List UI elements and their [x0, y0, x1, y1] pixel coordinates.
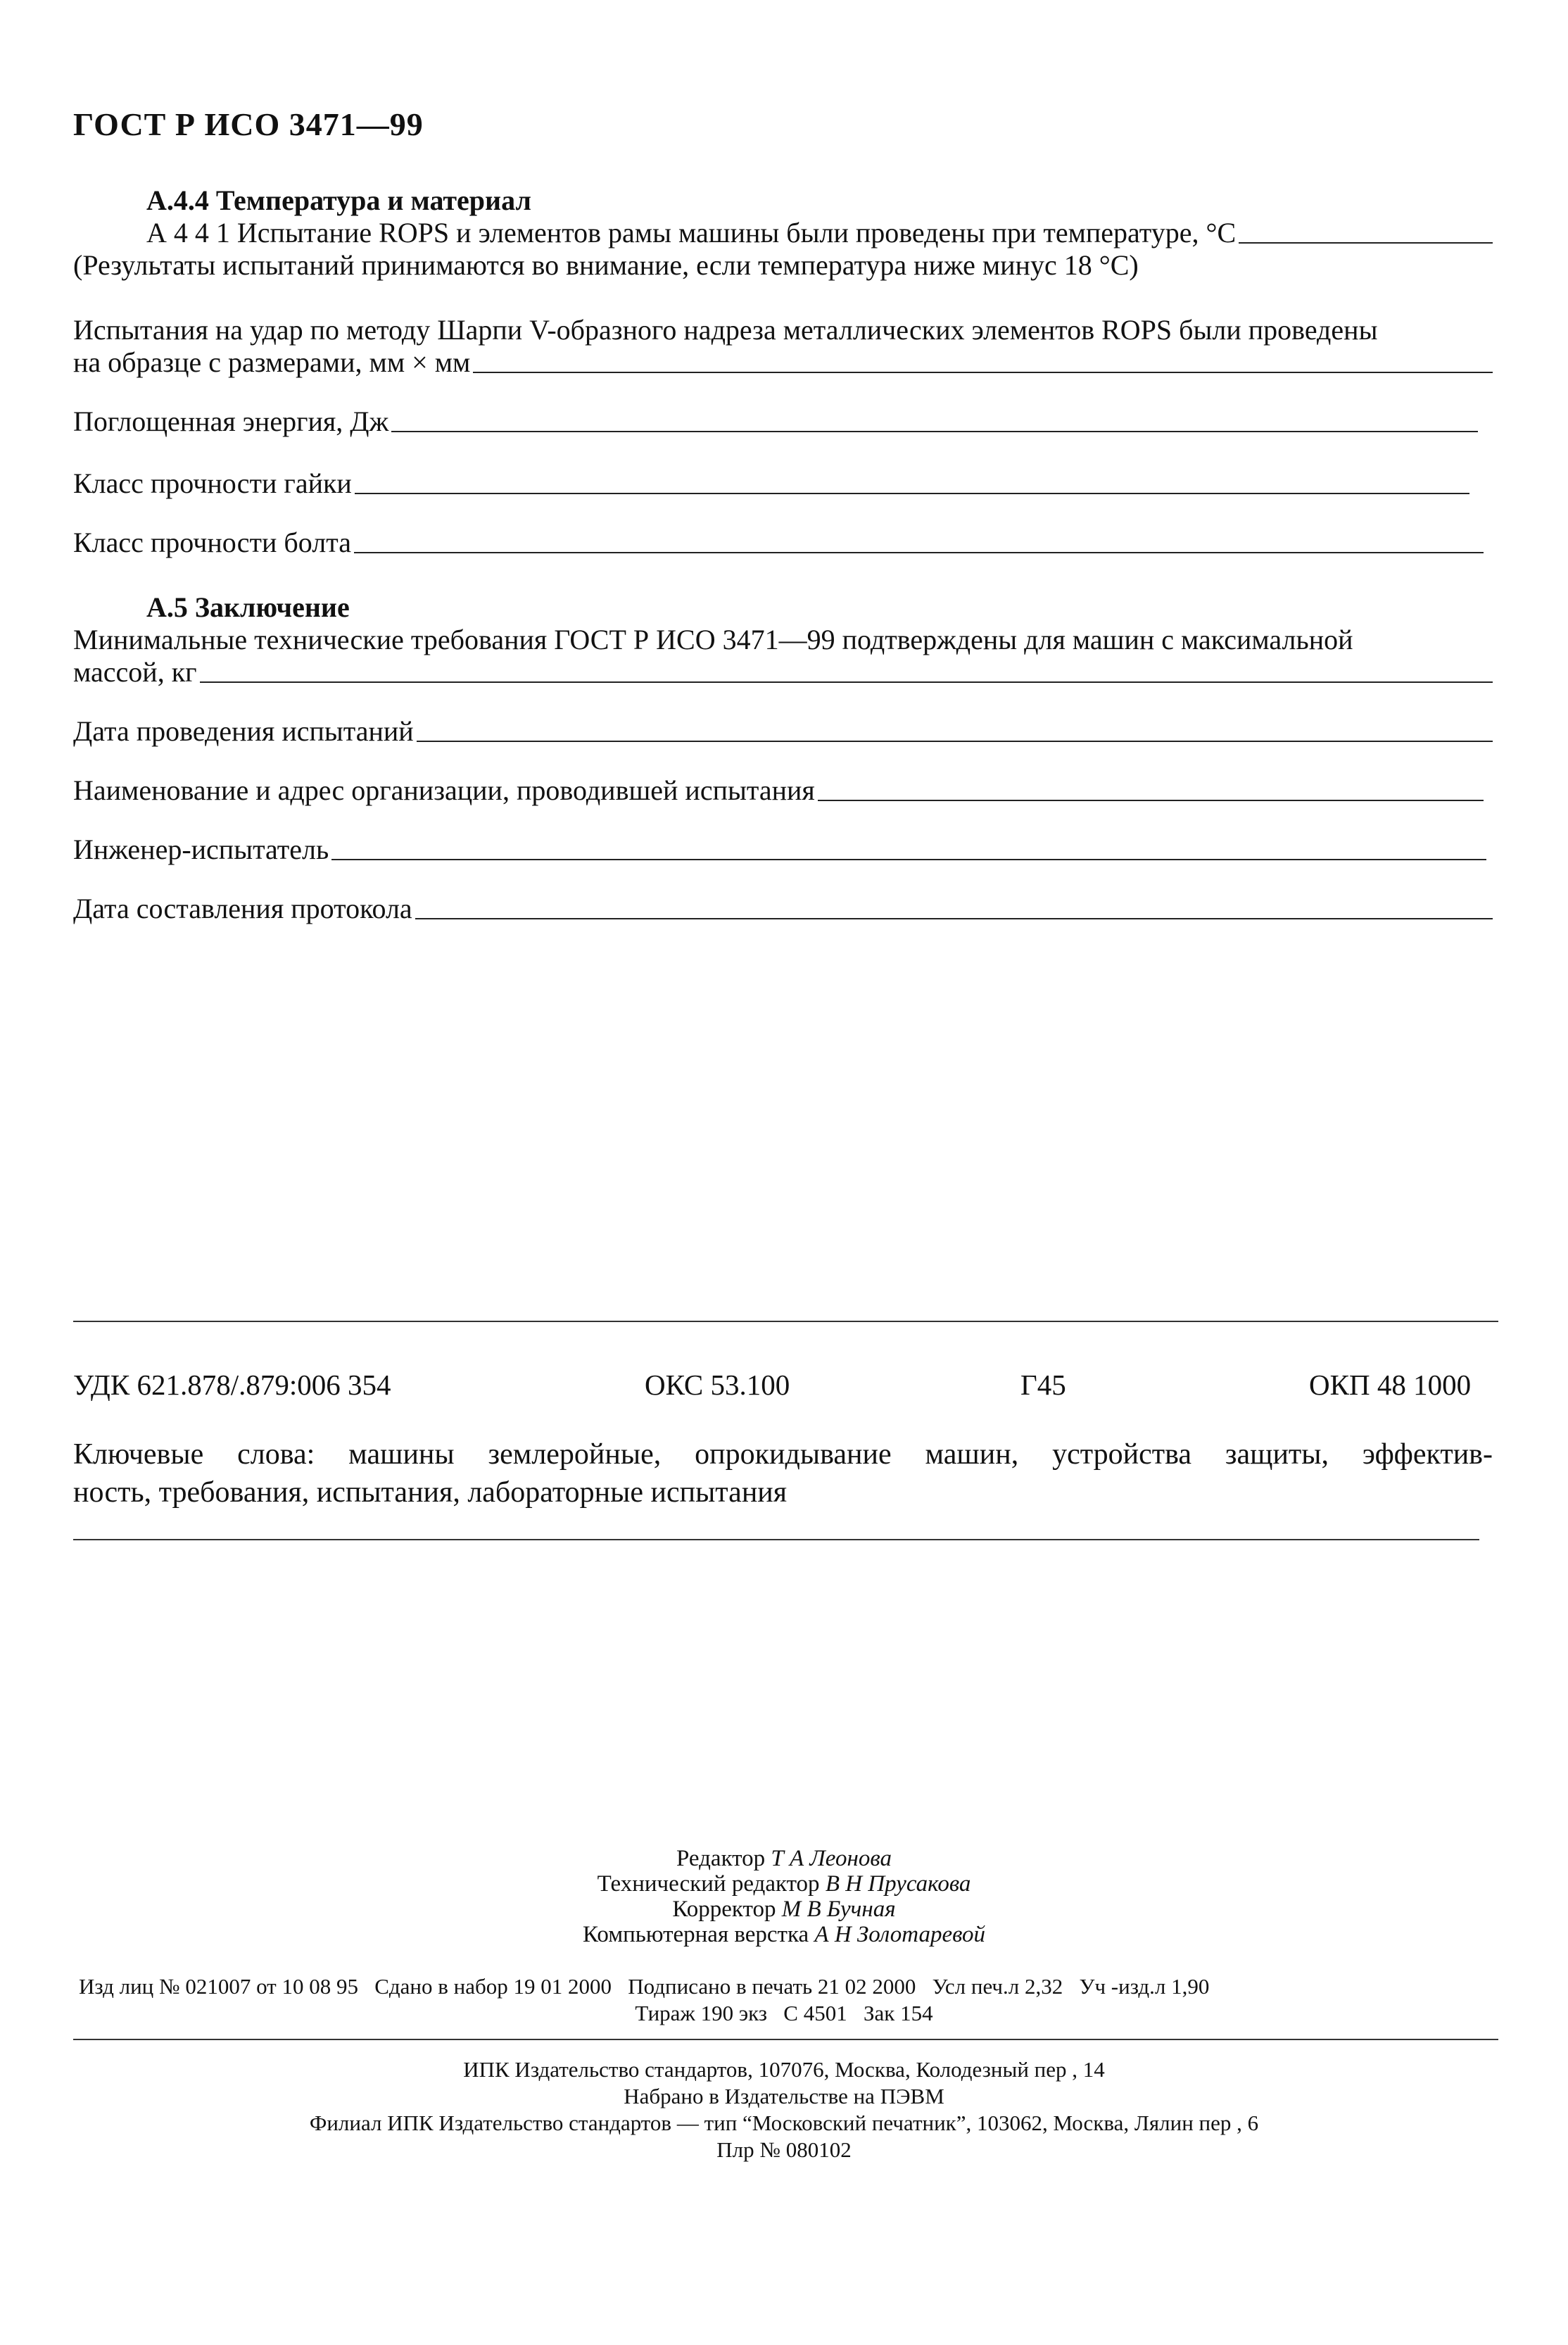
bolt-class-field [73, 527, 1484, 559]
charpy-specimen-field [73, 346, 1493, 379]
udk-code: УДК 621.878/.879:006 354 [73, 1369, 391, 1401]
layout-label: Компьютерная верстка [583, 1922, 809, 1947]
report-date-blank [415, 918, 1493, 919]
divider-top [73, 1321, 1498, 1322]
document-header: ГОСТ Р ИСО 3471—99 [73, 106, 424, 142]
energy-field [73, 405, 1478, 438]
layout-name: А Н Золотаревой [814, 1922, 985, 1947]
mass-label: массой, кг [73, 656, 197, 688]
test-date-label: Дата проведения испытаний [73, 715, 414, 747]
org-label: Наименование и адрес организации, проводившей испытания [73, 774, 815, 806]
temperature-label: А 4 4 1 Испытание ROPS и элементов рамы машины были проведены при температуре, °С [146, 217, 1237, 249]
mass-blank [200, 681, 1493, 683]
nut-class-field [73, 467, 1469, 500]
temperature-note: (Результаты испытаний принимаются во внимание, если температура ниже минус 18 °С) [73, 249, 1139, 281]
test-date-blank [417, 741, 1493, 742]
oks-code: ОКС 53.100 [645, 1369, 790, 1401]
report-date-field [73, 893, 1493, 925]
corrector-name: М В Бучная [781, 1897, 896, 1922]
section-a44-heading: А.4.4 Температура и материал [146, 184, 531, 216]
charpy-specimen-blank [473, 372, 1493, 373]
bolt-class-label: Класс прочности болта [73, 527, 351, 558]
divider-keywords [73, 1539, 1479, 1540]
imprint-line1: Изд лиц № 021007 от 10 08 95 Сдано в набор 19 01 2000 Подписано в печать 21 02 2000 Усл печ.л 2,32 Уч -изд.л 1,90 [79, 1974, 1210, 1999]
engineer-label: Инженер-испытатель [73, 834, 329, 865]
keywords-line2: ность, требования, испытания, лабораторные испытания [73, 1476, 788, 1509]
publisher-line3: Филиал ИПК Издательство стандартов — тип “Московский печатник”, 103062, Москва, Лялин пер , 6 [309, 2111, 1259, 2135]
divider-imprint [73, 2039, 1498, 2040]
credits-block [0, 1846, 1568, 1947]
imprint-line2: Тираж 190 экз С 4501 Зак 154 [635, 2001, 933, 2025]
temperature-blank [1239, 242, 1493, 244]
temperature-field [146, 217, 1493, 249]
charpy-text: Испытания на удар по методу Шарпи V-образного надреза металлических элементов ROPS были проведены [73, 314, 1378, 346]
g-code: Г45 [1020, 1369, 1066, 1401]
mass-field [73, 656, 1493, 689]
nut-class-blank [355, 493, 1469, 494]
engineer-field [73, 834, 1486, 866]
org-blank [818, 800, 1484, 801]
editor-label: Редактор [676, 1846, 766, 1871]
section-a5-heading: А.5 Заключение [146, 591, 350, 623]
test-date-field [73, 715, 1493, 748]
corrector-label: Корректор [672, 1897, 776, 1922]
credit-layout [0, 1922, 1568, 1947]
keywords-line1: Ключевые слова: машины землеройные, опрокидывание машин, устройства защиты, эффектив- [73, 1438, 1493, 1471]
tech-editor-name: В Н Прусакова [825, 1871, 971, 1897]
publisher-line4: Плр № 080102 [716, 2137, 852, 2162]
publisher-line2: Набрано в Издательстве на ПЭВМ [624, 2084, 944, 2108]
credit-editor [0, 1846, 1568, 1871]
org-field [73, 774, 1484, 807]
credit-corrector [0, 1897, 1568, 1922]
energy-blank [391, 431, 1478, 432]
tech-editor-label: Технический редактор [597, 1871, 820, 1897]
editor-name: Т А Леонова [771, 1846, 892, 1871]
engineer-blank [331, 859, 1486, 860]
publisher-line1: ИПК Издательство стандартов, 107076, Москва, Колодезный пер , 14 [463, 2057, 1105, 2082]
nut-class-label: Класс прочности гайки [73, 467, 352, 499]
okp-code: ОКП 48 1000 [1309, 1369, 1472, 1401]
report-date-label: Дата составления протокола [73, 893, 412, 924]
conclusion-text: Минимальные технические требования ГОСТ Р ИСО 3471—99 подтверждены для машин с максимальной [73, 624, 1353, 655]
energy-label: Поглощенная энергия, Дж [73, 405, 389, 437]
credit-tech-editor [0, 1871, 1568, 1897]
bolt-class-blank [354, 552, 1484, 553]
charpy-specimen-label: на образце с размерами, мм × мм [73, 346, 471, 378]
